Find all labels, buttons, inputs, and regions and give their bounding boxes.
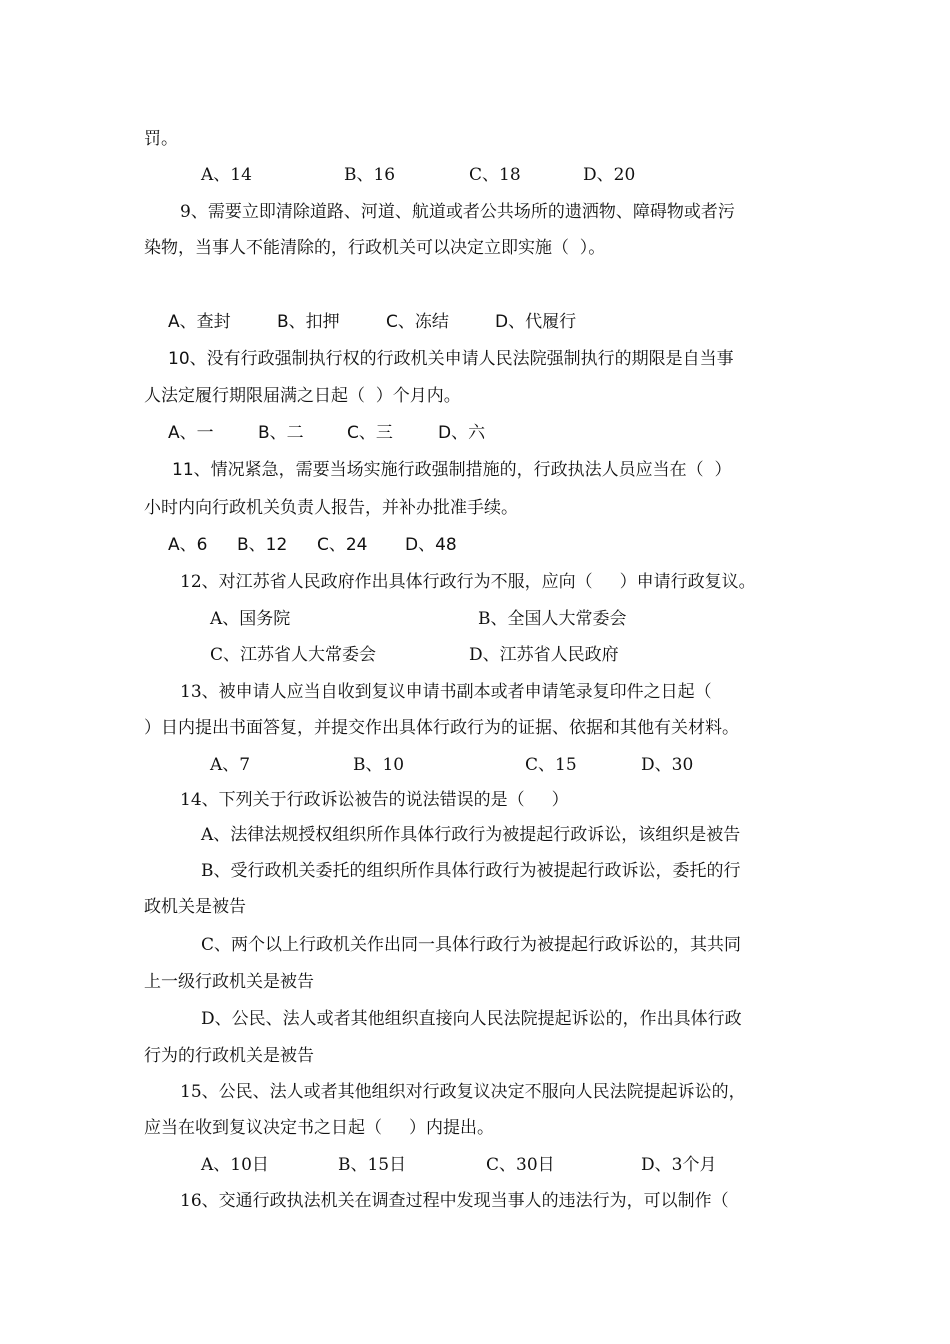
q13-option-b: B、10: [353, 755, 405, 775]
q12-line-1: 12、对江苏省人民政府作出具体行政行为不服，应向（ ）申请行政复议。: [180, 572, 756, 592]
q16-line-1: 16、交通行政执法机关在调查过程中发现当事人的违法行为，可以制作（: [180, 1191, 729, 1211]
q14-option-d-line-2: 行为的行政机关是被告: [144, 1046, 314, 1066]
q15-option-a: A、10日: [201, 1155, 269, 1175]
q9-option-a: A、查封: [168, 312, 231, 332]
q14-option-b-line-1: B、受行政机关委托的组织所作具体行政行为被提起行政诉讼，委托的行: [201, 861, 741, 881]
q15-option-d: D、3个月: [641, 1155, 717, 1175]
q9-option-d: D、代履行: [495, 312, 577, 332]
q14-line-1: 14、下列关于行政诉讼被告的说法错误的是（ ）: [180, 790, 569, 810]
q9-option-c: C、冻结: [386, 312, 449, 332]
q14-option-d-line-1: D、公民、法人或者其他组织直接向人民法院提起诉讼的，作出具体行政: [201, 1009, 742, 1029]
q10-line-1: 10、没有行政强制执行权的行政机关申请人民法院强制执行的期限是自当事: [168, 349, 734, 369]
q11-option-c: C、24: [317, 535, 368, 555]
q11-line-1: 11、情况紧急，需要当场实施行政强制措施的，行政执法人员应当在（ ）: [172, 460, 732, 480]
q8-option-c: C、18: [469, 165, 521, 185]
q8-option-a: A、14: [201, 165, 252, 185]
q12-option-a: A、国务院: [210, 609, 291, 629]
q11-option-d: D、48: [405, 535, 457, 555]
q12-option-d: D、江苏省人民政府: [469, 645, 619, 665]
q13-option-c: C、15: [525, 755, 577, 775]
q12-option-b: B、全国人大常委会: [478, 609, 627, 629]
q9-option-b: B、扣押: [277, 312, 340, 332]
q15-line-1: 15、公民、法人或者其他组织对行政复议决定不服向人民法院提起诉讼的，: [180, 1082, 746, 1102]
q10-option-d: D、六: [438, 423, 486, 443]
q10-option-c: C、三: [347, 423, 393, 443]
q11-option-a: A、6: [168, 535, 208, 555]
q13-option-d: D、30: [641, 755, 694, 775]
q10-option-b: B、二: [258, 423, 304, 443]
q8-option-d: D、20: [583, 165, 636, 185]
q10-option-a: A、一: [168, 423, 214, 443]
q13-option-a: A、7: [210, 755, 251, 775]
q15-option-b: B、15日: [338, 1155, 407, 1175]
q9-line-1: 9、需要立即清除道路、河道、航道或者公共场所的遗洒物、障碍物或者污: [180, 202, 735, 222]
q12-option-c: C、江苏省人大常委会: [210, 645, 377, 665]
q11-line-2: 小时内向行政机关负责人报告，并补办批准手续。: [144, 498, 518, 518]
q15-option-c: C、30日: [486, 1155, 555, 1175]
q14-option-c-line-2: 上一级行政机关是被告: [144, 972, 314, 992]
q13-line-2: ）日内提出书面答复，并提交作出具体行政行为的证据、依据和其他有关材料。: [144, 718, 739, 738]
q9-line-2: 染物，当事人不能清除的，行政机关可以决定立即实施（ ）。: [144, 238, 606, 258]
q15-line-2: 应当在收到复议决定书之日起（ ）内提出。: [144, 1118, 495, 1138]
q13-line-1: 13、被申请人应当自收到复议申请书副本或者申请笔录复印件之日起（: [180, 682, 712, 702]
q14-option-a: A、法律法规授权组织所作具体行政行为被提起行政诉讼，该组织是被告: [201, 825, 741, 845]
q8-option-b: B、16: [344, 165, 396, 185]
continuation-text: 罚。: [144, 129, 178, 149]
q14-option-c-line-1: C、两个以上行政机关作出同一具体行政行为被提起行政诉讼的，其共同: [201, 935, 742, 955]
q11-option-b: B、12: [237, 535, 288, 555]
q14-option-b-line-2: 政机关是被告: [144, 897, 246, 917]
q10-line-2: 人法定履行期限届满之日起（ ）个月内。: [144, 386, 461, 406]
